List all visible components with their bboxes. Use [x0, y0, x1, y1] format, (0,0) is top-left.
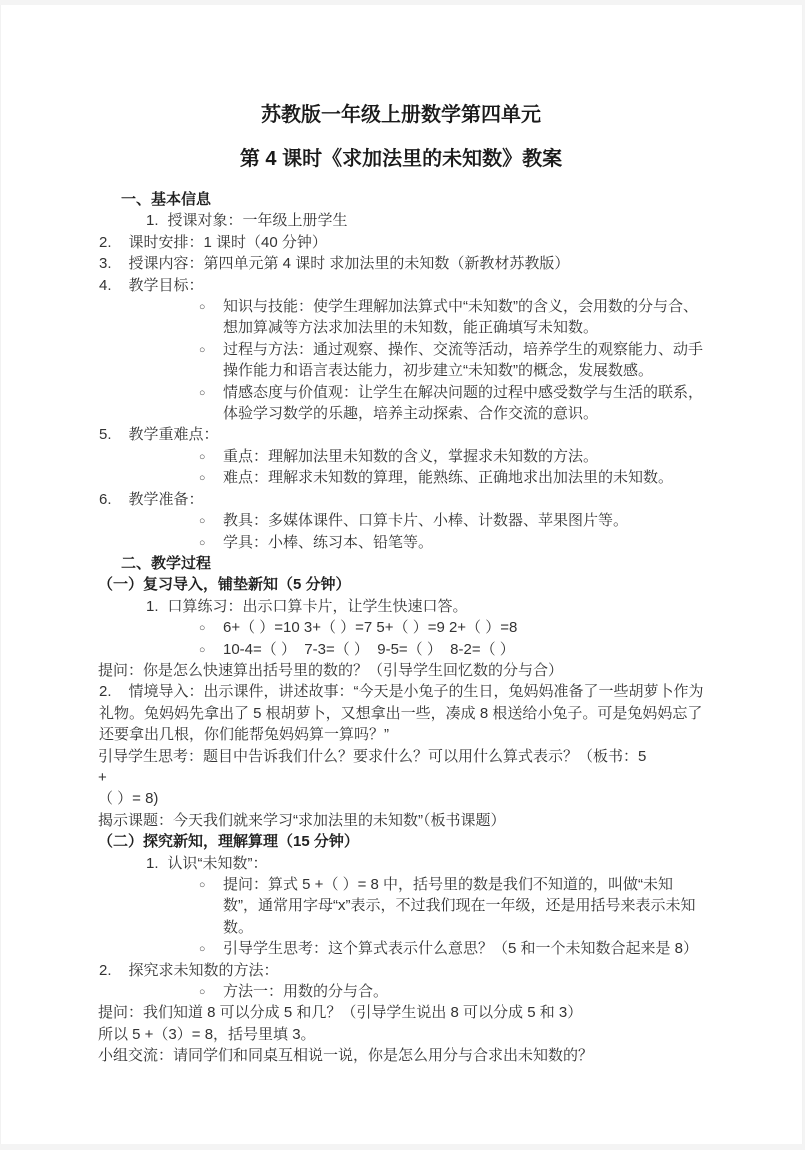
bullet-item	[98, 510, 704, 531]
bullet-marker: ○	[199, 343, 206, 356]
paragraph	[98, 660, 704, 681]
bullet-marker: ○	[199, 386, 206, 399]
sub-heading	[98, 574, 704, 595]
list-number-marker: 1.	[146, 597, 159, 615]
line-text: 引导学生思考：题目中告诉我们什么？要求什么？可以用什么算式表示？（板书：5 +	[98, 747, 697, 786]
document-content	[1, 5, 804, 1067]
line-text: 情感态度与价值观：让学生在解决问题的过程中感受数学与生活的联系，体验学习数学的乐趣，培养主动探索、合作交流的意识。	[223, 383, 704, 423]
line-text: 重点：理解加法里未知数的含义，掌握求未知数的方法。	[223, 447, 599, 465]
paragraph	[98, 746, 704, 789]
line-text: 授课对象：一年级上册学生	[167, 212, 348, 230]
list-number-marker: 3.	[99, 255, 112, 273]
bullet-item	[98, 874, 704, 938]
line-text: 探究求未知数的方法：	[128, 961, 279, 979]
sub-heading	[98, 831, 704, 852]
numbered-item	[99, 681, 704, 745]
line-text: 教学目标：	[128, 276, 204, 294]
line-text: 难点：理解求未知数的算理，能熟练、正确地求出加法里的未知数。	[223, 469, 674, 487]
bullet-marker: ○	[199, 879, 206, 891]
numbered-item	[99, 232, 704, 253]
line-text: 情境导入：出示课件，讲述故事：“今天是小兔子的生日，兔妈妈准备了一些胡萝卜作为礼物。兔妈妈先拿出了 5 根胡萝卜，又想拿出一些，凑成 8 根送给小兔子。可是兔妈妈忘了还要拿出几根，你们能帮兔妈妈算一算吗？”	[99, 683, 704, 744]
numbered-item	[146, 853, 704, 874]
paragraph	[98, 1024, 704, 1045]
list-number-marker: 1.	[146, 854, 159, 872]
document-page	[0, 5, 803, 1144]
line-text: 教具：多媒体课件、口算卡片、小棒、计数器、苹果图片等。	[223, 512, 629, 530]
numbered-item	[99, 424, 704, 445]
line-text: 知识与技能：使学生理解加法算式中“未知数”的含义，会用数的分与合、想加算减等方法求加法里的未知数，能正确填写未知数。	[223, 298, 698, 337]
list-number-marker: 2.	[99, 683, 112, 701]
paragraph	[98, 1002, 704, 1023]
line-text: 一、基本信息	[121, 191, 212, 208]
bullet-item	[98, 382, 704, 425]
document-body	[98, 189, 704, 1067]
bullet-marker: ○	[199, 986, 206, 999]
numbered-item	[99, 253, 704, 274]
numbered-item	[99, 275, 704, 296]
line-text: 口算练习：出示口算卡片，让学生快速口答。	[167, 597, 468, 615]
line-text: 学具：小棒、练习本、铅笔等。	[223, 533, 434, 551]
line-text: 引导学生思考：这个算式表示什么意思？（5 和一个未知数合起来是 8）	[223, 940, 699, 958]
bullet-marker: ○	[199, 472, 206, 485]
line-text: 揭示课题：今天我们就来学习“求加法里的未知数”（板书课题）	[98, 811, 506, 829]
list-number-marker: 4.	[99, 276, 112, 294]
line-text: （一）复习导入，铺垫新知（5 分钟）	[98, 576, 351, 594]
line-text: 6+（ ）=10 3+（ ）=7 5+（ ）=9 2+（ ）=8	[223, 619, 518, 637]
line-text: （二）探究新知，理解算理（15 分钟）	[98, 833, 359, 851]
line-text: 提问：你是怎么快速算出括号里的数的？（引导学生回忆数的分与合）	[98, 661, 564, 679]
line-text: 课时安排：1 课时（40 分钟）	[128, 233, 327, 251]
numbered-item	[99, 489, 704, 510]
bullet-item	[98, 981, 704, 1002]
list-number-marker: 2.	[99, 233, 112, 251]
line-text: 所以 5 +（3）= 8，括号里填 3。	[98, 1025, 316, 1043]
list-number-marker: 6.	[99, 490, 112, 508]
bullet-item	[98, 339, 704, 382]
list-number-marker: 2.	[99, 961, 112, 979]
bullet-item	[98, 532, 704, 553]
line-text: 提问：我们知道 8 可以分成 5 和几？（引导学生说出 8 可以分成 5 和 3）	[98, 1004, 583, 1022]
line-text: 方法一：用数的分与合。	[223, 983, 389, 1001]
bullet-item	[98, 467, 704, 488]
bullet-marker: ○	[199, 536, 206, 549]
numbered-item	[99, 960, 704, 981]
line-text: 10-4=（ ） 7-3=（ ） 9-5=（ ） 8-2=（ ）	[223, 640, 515, 658]
line-text: 二、教学过程	[121, 554, 212, 572]
doc-title-unit: 苏教版一年级上册数学第四单元	[261, 104, 541, 126]
paragraph	[98, 788, 704, 809]
bullet-marker: ○	[199, 301, 206, 314]
line-text: （ ）= 8)	[98, 790, 159, 808]
line-text: 过程与方法：通过观察、操作、交流等活动，培养学生的观察能力、动手操作能力和语言表达能力，初步建立“未知数”的概念，发展数感。	[223, 340, 704, 380]
bullet-marker: ○	[199, 643, 206, 656]
list-number-marker: 1.	[146, 212, 159, 230]
section-heading	[121, 553, 704, 574]
line-text: 教学重难点：	[128, 426, 219, 444]
line-text: 小组交流：请同学们和同桌互相说一说，你是怎么用分与合求出未知数的？	[98, 1047, 594, 1065]
bullet-item	[98, 446, 704, 467]
bullet-item	[98, 617, 704, 638]
bullet-marker: ○	[199, 622, 206, 635]
bullet-marker: ○	[199, 943, 206, 956]
numbered-item	[146, 210, 704, 231]
bullet-marker: ○	[199, 515, 206, 528]
line-text: 授课内容：第四单元第 4 课时 求加法里的未知数（新教材苏教版）	[128, 255, 570, 273]
paragraph	[98, 1045, 704, 1066]
bullet-item	[98, 938, 704, 959]
paragraph	[98, 810, 704, 831]
line-text: 提问：算式 5 +（ ）= 8 中，括号里的数是我们不知道的，叫做“未知数”，通常用字母“x”表示，不过我们现在一年级，还是用括号来表示未知数。	[223, 876, 696, 936]
doc-title-lesson: 第 4 课时《求加法里的未知数》教案	[239, 148, 563, 170]
bullet-marker: ○	[199, 450, 206, 463]
numbered-item	[146, 596, 704, 617]
bullet-item	[98, 296, 704, 339]
line-text: 教学准备：	[128, 490, 204, 508]
section-heading	[121, 189, 704, 210]
bullet-item	[98, 639, 704, 660]
line-text: 认识“未知数”：	[167, 854, 268, 872]
list-number-marker: 5.	[99, 426, 112, 444]
